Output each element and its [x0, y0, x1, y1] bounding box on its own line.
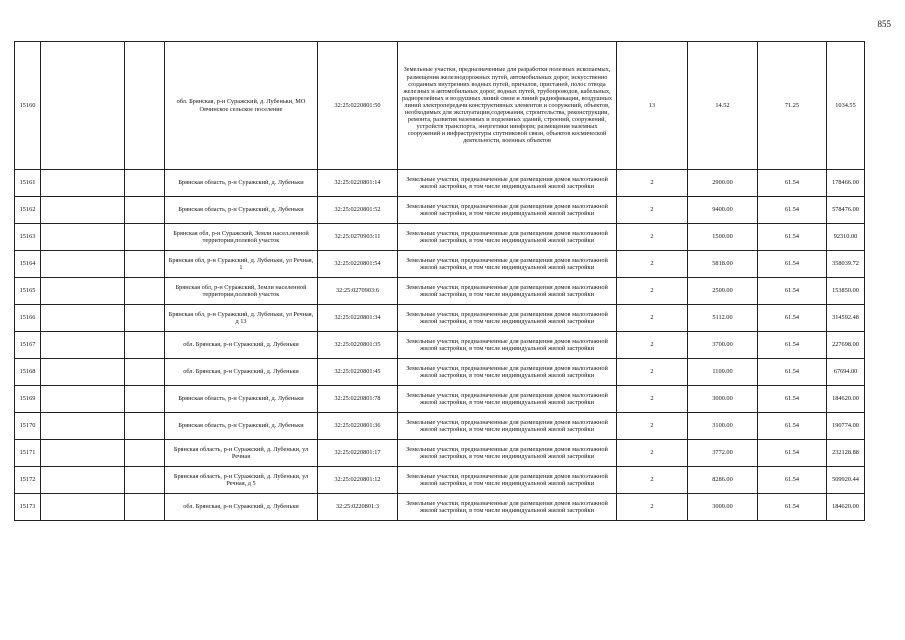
empty-cell — [125, 467, 165, 494]
row-id: 15166 — [15, 305, 41, 332]
cadastral-value-cell: 509920.44 — [827, 467, 865, 494]
empty-cell — [41, 467, 125, 494]
group-code-cell: 2 — [617, 467, 688, 494]
cadastral-value-cell: 190774.00 — [827, 413, 865, 440]
area-cell: 3772.00 — [688, 440, 758, 467]
cadastral-value-cell: 358039.72 — [827, 251, 865, 278]
row-id: 15172 — [15, 467, 41, 494]
table-row — [15, 359, 865, 386]
group-code-cell: 2 — [617, 224, 688, 251]
page-number: 855 — [877, 19, 891, 29]
row-id: 15168 — [15, 359, 41, 386]
land-purpose-cell: Земельные участки, предназначенные для размещения домов малоэтажной жилой застройки, в том числе индивидуальной жилой застройки — [398, 386, 617, 413]
area-cell: 1100.00 — [688, 359, 758, 386]
land-purpose-cell: Земельные участки, предназначенные для размещения домов малоэтажной жилой застройки, в том числе индивидуальной жилой застройки — [398, 224, 617, 251]
empty-cell — [41, 359, 125, 386]
cadastral-number-cell: 32:25:0220801:50 — [318, 42, 398, 170]
cadastral-value-cell: 153850.00 — [827, 278, 865, 305]
area-cell: 8286.00 — [688, 467, 758, 494]
empty-cell — [125, 224, 165, 251]
empty-cell — [41, 170, 125, 197]
address-cell: обл. Брянская, р-н Суражский, д. Лубеньки — [165, 332, 318, 359]
cadastral-value-cell: 184620.00 — [827, 494, 865, 521]
cadastral-number-cell: 32:25:0270903:6 — [318, 278, 398, 305]
address-cell: Брянская область, р-н Суражский, д. Лубеньки, ул Речная, д 5 — [165, 467, 318, 494]
area-cell: 9400.00 — [688, 197, 758, 224]
cadastral-value-cell: 92310.00 — [827, 224, 865, 251]
row-id: 15160 — [15, 42, 41, 170]
area-cell: 5112.00 — [688, 305, 758, 332]
address-cell: Брянская область, р-н Суражский, д. Лубеньки — [165, 386, 318, 413]
rate-cell: 61.54 — [758, 332, 827, 359]
table-row — [15, 440, 865, 467]
table-row — [15, 224, 865, 251]
empty-cell — [125, 494, 165, 521]
rate-cell: 61.54 — [758, 197, 827, 224]
empty-cell — [41, 251, 125, 278]
rate-cell: 61.54 — [758, 278, 827, 305]
cadastral-number-cell: 32:25:0220801:17 — [318, 440, 398, 467]
cadastral-number-cell: 32:25:0220801:45 — [318, 359, 398, 386]
rate-cell: 61.54 — [758, 386, 827, 413]
cadastral-value-cell: 227698.00 — [827, 332, 865, 359]
empty-cell — [41, 332, 125, 359]
area-cell: 2900.00 — [688, 170, 758, 197]
group-code-cell: 2 — [617, 170, 688, 197]
cadastral-value-cell: 578476.00 — [827, 197, 865, 224]
empty-cell — [125, 386, 165, 413]
land-purpose-cell: Земельные участки, предназначенные для размещения домов малоэтажной жилой застройки, в том числе индивидуальной жилой застройки — [398, 170, 617, 197]
cadastral-number-cell: 32:25:0220801:54 — [318, 251, 398, 278]
address-cell: Брянская область, р-н Суражский, д. Лубеньки — [165, 170, 318, 197]
empty-cell — [41, 197, 125, 224]
row-id: 15171 — [15, 440, 41, 467]
group-code-cell: 2 — [617, 440, 688, 467]
group-code-cell: 2 — [617, 386, 688, 413]
address-cell: обл. Брянская, р-н Суражский, д. Лубеньки, МО Овчинское сельское поселение — [165, 42, 318, 170]
area-cell: 3000.00 — [688, 494, 758, 521]
area-cell: 3700.00 — [688, 332, 758, 359]
address-cell: Брянская обл, р-н Суражский, Земли насел.ленной территории,полевой участок — [165, 224, 318, 251]
row-id: 15169 — [15, 386, 41, 413]
row-id: 15164 — [15, 251, 41, 278]
rate-cell: 61.54 — [758, 170, 827, 197]
rate-cell: 61.54 — [758, 359, 827, 386]
table-row — [15, 278, 865, 305]
row-id: 15170 — [15, 413, 41, 440]
address-cell: обл. Брянская, р-н Суражский, д. Лубеньки — [165, 494, 318, 521]
cadastral-value-cell: 178466.00 — [827, 170, 865, 197]
table-row — [15, 42, 865, 170]
cadastral-value-cell: 232128.88 — [827, 440, 865, 467]
land-purpose-cell: Земельные участки, предназначенные для размещения домов малоэтажной жилой застройки, в том числе индивидуальной жилой застройки — [398, 359, 617, 386]
table-row — [15, 251, 865, 278]
empty-cell — [125, 440, 165, 467]
row-id: 15165 — [15, 278, 41, 305]
land-purpose-cell: Земельные участки, предназначенные для размещения домов малоэтажной жилой застройки, в том числе индивидуальной жилой застройки — [398, 251, 617, 278]
rate-cell: 61.54 — [758, 467, 827, 494]
land-purpose-cell: Земельные участки, предназначенные для размещения домов малоэтажной жилой застройки, в том числе индивидуальной жилой застройки — [398, 197, 617, 224]
cadastral-number-cell: 32:25:0220801:35 — [318, 332, 398, 359]
rate-cell: 61.54 — [758, 494, 827, 521]
table-body — [15, 42, 865, 521]
table-row — [15, 197, 865, 224]
empty-cell — [41, 42, 125, 170]
row-id: 15163 — [15, 224, 41, 251]
empty-cell — [41, 494, 125, 521]
empty-cell — [125, 197, 165, 224]
cadastral-number-cell: 32:25:0220801:12 — [318, 467, 398, 494]
rate-cell: 61.54 — [758, 440, 827, 467]
land-purpose-cell: Земельные участки, предназначенные для размещения домов малоэтажной жилой застройки, в том числе индивидуальной жилой застройки — [398, 440, 617, 467]
rate-cell: 61.54 — [758, 224, 827, 251]
table-row — [15, 305, 865, 332]
empty-cell — [125, 413, 165, 440]
empty-cell — [125, 305, 165, 332]
empty-cell — [41, 440, 125, 467]
cadastral-number-cell: 32:25:0220801:14 — [318, 170, 398, 197]
group-code-cell: 2 — [617, 305, 688, 332]
group-code-cell: 13 — [617, 42, 688, 170]
address-cell: обл. Брянская, р-н Суражский, д. Лубеньки — [165, 359, 318, 386]
empty-cell — [41, 413, 125, 440]
cadastral-value-cell: 184620.00 — [827, 386, 865, 413]
cadastral-number-cell: 32:25:0220801:36 — [318, 413, 398, 440]
area-cell: 5818.00 — [688, 251, 758, 278]
table-row — [15, 467, 865, 494]
row-id: 15162 — [15, 197, 41, 224]
cadastral-number-cell: 32:25:0270903:11 — [318, 224, 398, 251]
group-code-cell: 2 — [617, 251, 688, 278]
cadastral-number-cell: 32:25:0220801:34 — [318, 305, 398, 332]
rate-cell: 61.54 — [758, 251, 827, 278]
land-purpose-cell: Земельные участки, предназначенные для размещения домов малоэтажной жилой застройки, в том числе индивидуальной жилой застройки — [398, 413, 617, 440]
table-row — [15, 170, 865, 197]
table-row — [15, 332, 865, 359]
area-cell: 3000.00 — [688, 386, 758, 413]
cadastral-value-cell: 67694.00 — [827, 359, 865, 386]
table-row — [15, 386, 865, 413]
land-purpose-cell: Земельные участки, предназначенные для размещения домов малоэтажной жилой застройки, в том числе индивидуальной жилой застройки — [398, 332, 617, 359]
area-cell: 3100.00 — [688, 413, 758, 440]
cadastral-value-cell: 1034.55 — [827, 42, 865, 170]
group-code-cell: 2 — [617, 197, 688, 224]
cadastral-number-cell: 32:25:0220801:78 — [318, 386, 398, 413]
group-code-cell: 2 — [617, 278, 688, 305]
land-purpose-cell: Земельные участки, предназначенные для разработки полезных ископаемых, размещения железнодорожных путей, автомобильных дорог, искусственно созданных внутренних водных путей, причалов, пристаней, полос отвода железных и автомобильных дорог, водных путей, трубопроводов, кабельных, радиорелейных и воздушных линий связи и линий радиофикации, воздушных линий электропередачи конструктивных элементов и сооружений, объектов, необходимых для эксплуатации,содержания, строительства, реконструкции, ремонта, развития наземных и подземных зданий, строений, сооружений, устройств транспорта, энергетики иинформ; размещения наземных сооружений и инфраструктуры спутниковой связи, объектов космической деятельности, военных объектов — [398, 42, 617, 170]
cadastral-number-cell: 32:25:0220801:52 — [318, 197, 398, 224]
area-cell: 2500.00 — [688, 278, 758, 305]
row-id: 15173 — [15, 494, 41, 521]
rate-cell: 61.54 — [758, 305, 827, 332]
land-purpose-cell: Земельные участки, предназначенные для размещения домов малоэтажной жилой застройки, в том числе индивидуальной жилой застройки — [398, 278, 617, 305]
address-cell: Брянская область, р-н Суражский, д. Лубеньки, ул Речная — [165, 440, 318, 467]
address-cell: Брянская обл, р-н Суражский, Земли населенной территории,полевой участок — [165, 278, 318, 305]
empty-cell — [125, 332, 165, 359]
cadastral-number-cell: 32:25:0220801:3 — [318, 494, 398, 521]
land-register-table — [14, 41, 865, 521]
empty-cell — [125, 42, 165, 170]
group-code-cell: 2 — [617, 359, 688, 386]
group-code-cell: 2 — [617, 332, 688, 359]
rate-cell: 71.25 — [758, 42, 827, 170]
empty-cell — [41, 305, 125, 332]
area-cell: 14.52 — [688, 42, 758, 170]
row-id: 15161 — [15, 170, 41, 197]
empty-cell — [125, 359, 165, 386]
group-code-cell: 2 — [617, 413, 688, 440]
empty-cell — [125, 170, 165, 197]
table-row — [15, 413, 865, 440]
address-cell: Брянская область, р-н Суражский, д. Лубеньки — [165, 197, 318, 224]
table-row — [15, 494, 865, 521]
empty-cell — [125, 278, 165, 305]
row-id: 15167 — [15, 332, 41, 359]
area-cell: 1500.00 — [688, 224, 758, 251]
empty-cell — [41, 386, 125, 413]
empty-cell — [125, 251, 165, 278]
group-code-cell: 2 — [617, 494, 688, 521]
address-cell: Брянская область, р-н Суражский, д. Лубеньки — [165, 413, 318, 440]
land-purpose-cell: Земельные участки, предназначенные для размещения домов малоэтажной жилой застройки, в том числе индивидуальной жилой застройки — [398, 305, 617, 332]
address-cell: Брянская обл, р-н Суражский, д. Лубеньки, ул Речная, 1 — [165, 251, 318, 278]
empty-cell — [41, 278, 125, 305]
empty-cell — [41, 224, 125, 251]
cadastral-value-cell: 314592.48 — [827, 305, 865, 332]
rate-cell: 61.54 — [758, 413, 827, 440]
land-purpose-cell: Земельные участки, предназначенные для размещения домов малоэтажной жилой застройки, в том числе индивидуальной жилой застройки — [398, 494, 617, 521]
land-purpose-cell: Земельные участки, предназначенные для размещения домов малоэтажной жилой застройки, в том числе индивидуальной жилой застройки — [398, 467, 617, 494]
address-cell: Брянская обл, р-н Суражский, д. Лубеньки, ул Речная, д 13 — [165, 305, 318, 332]
